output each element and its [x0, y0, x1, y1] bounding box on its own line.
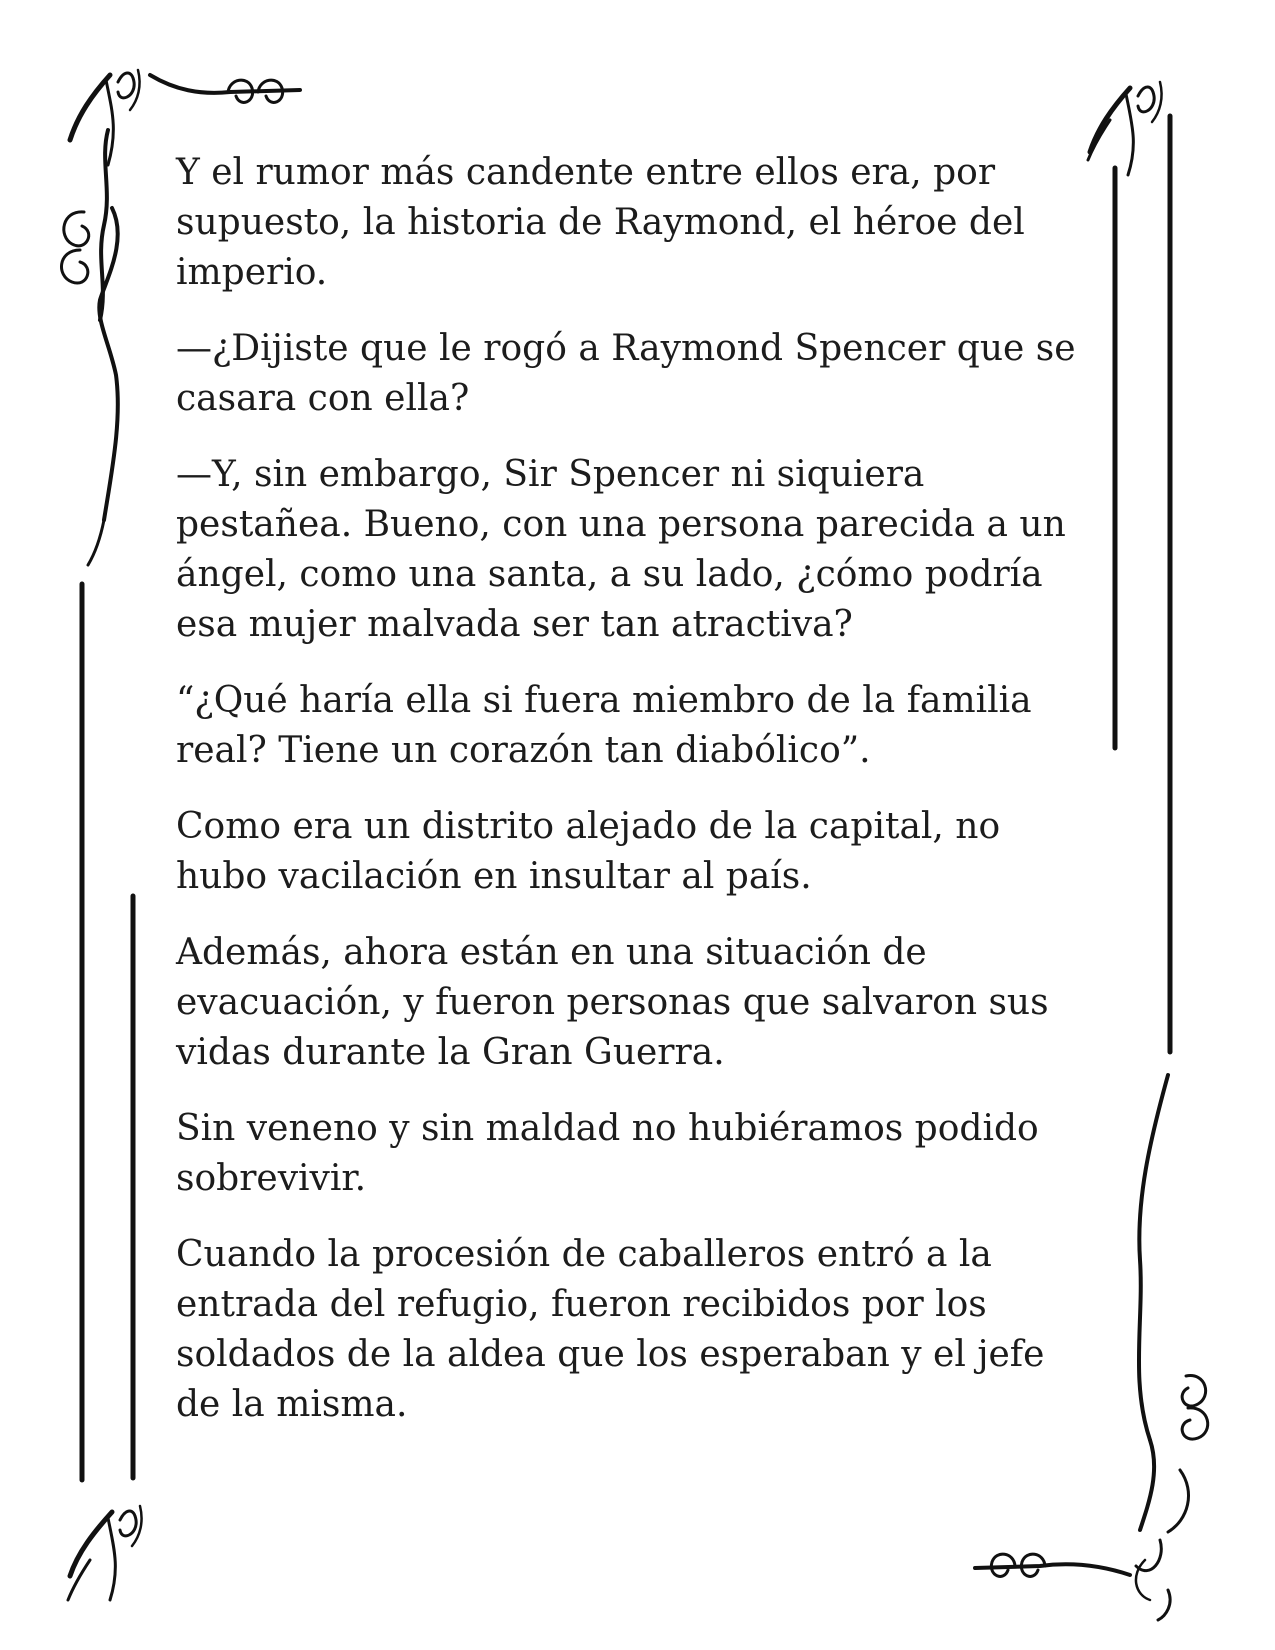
paragraph: —¿Dijiste que le rogó a Raymond Spencer que se casara con ella?: [176, 328, 1076, 419]
document-body: [176, 148, 1096, 1456]
paragraph: Y el rumor más candente entre ellos era, por supuesto, la historia de Raymond, el héroe del imperio.: [176, 152, 1025, 293]
paragraph: “¿Qué haría ella si fuera miembro de la familia real? Tiene un corazón tan diabólico”.: [176, 680, 1032, 771]
paragraph: —Y, sin embargo, Sir Spencer ni siquiera pestañea. Bueno, con una persona parecida a un ángel, como una santa, a su lado, ¿cómo podría esa mujer malvada ser tan atractiva?: [176, 454, 1066, 645]
bottom-left-flourish-icon: [68, 1506, 142, 1600]
paragraph: Sin veneno y sin maldad no hubiéramos podido sobrevivir.: [176, 1108, 1039, 1199]
paragraph: Como era un distrito alejado de la capital, no hubo vacilación en insultar al país.: [176, 806, 1001, 897]
paragraph: Además, ahora están en una situación de evacuación, y fueron personas que salvaron sus vidas durante la Gran Guerra.: [176, 932, 1049, 1073]
paragraph: Cuando la procesión de caballeros entró a la entrada del refugio, fueron recibidos por los soldados de la aldea que los esperaban y el jefe de la misma.: [176, 1234, 1045, 1425]
top-right-flourish-icon: [1088, 82, 1162, 175]
